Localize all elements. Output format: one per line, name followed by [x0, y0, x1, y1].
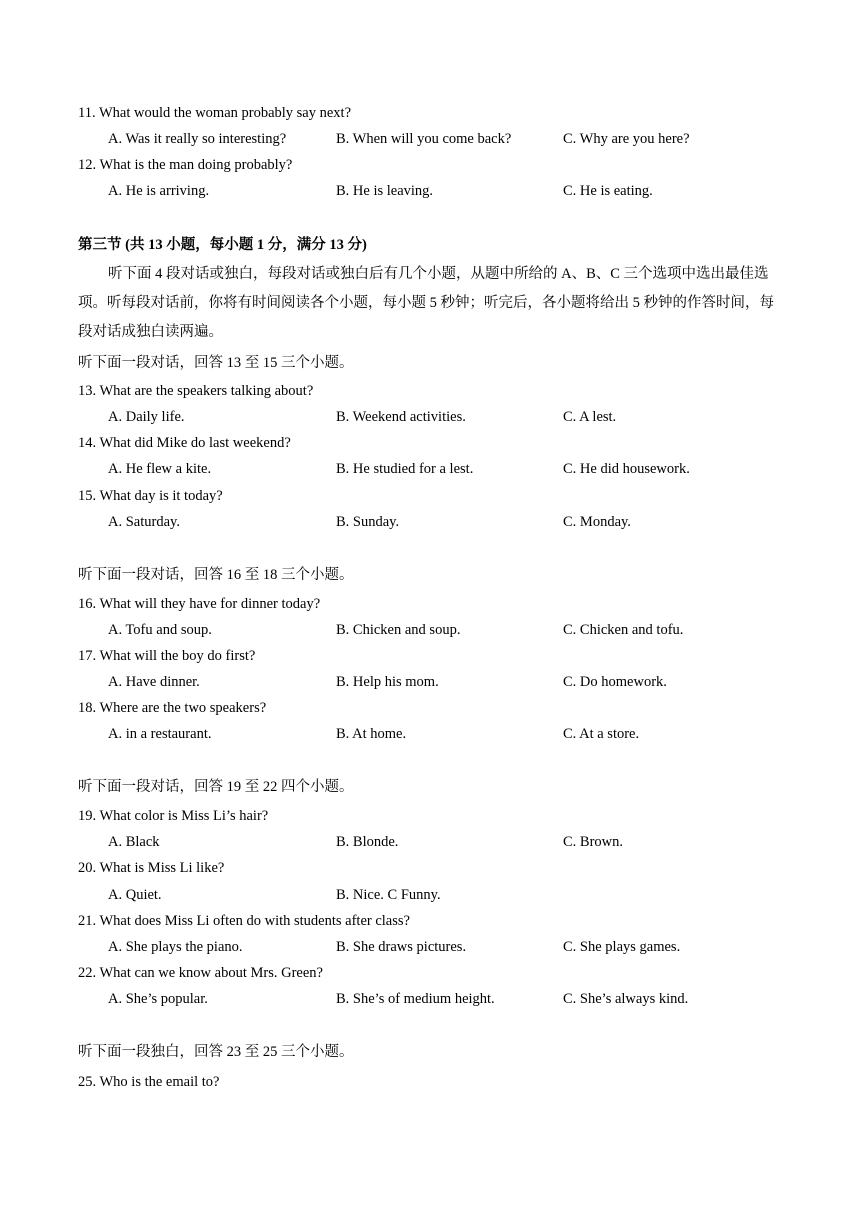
question-17: 17. What will the boy do first? [78, 648, 256, 664]
option-a: A. Black [108, 834, 160, 850]
option-a: A. Have dinner. [108, 674, 200, 690]
option-a: A. in a restaurant. [108, 726, 212, 742]
option-c: C. Monday. [563, 514, 631, 530]
question-19: 19. What color is Miss Li’s hair? [78, 808, 269, 824]
option-a: A. Tofu and soup. [108, 622, 212, 638]
option-b: B. Blonde. [336, 834, 399, 850]
option-c: C. At a store. [563, 726, 640, 742]
option-b: B. He is leaving. [336, 183, 434, 199]
option-c: C. Do homework. [563, 674, 667, 690]
option-b: B. Help his mom. [336, 674, 439, 690]
option-c: C. A lest. [563, 409, 617, 425]
option-b: B. She draws pictures. [336, 939, 467, 955]
question-14: 14. What did Mike do last weekend? [78, 435, 291, 451]
option-b: B. When will you come back? [336, 131, 512, 147]
question-22: 22. What can we know about Mrs. Green? [78, 965, 323, 981]
option-c: C. She’s always kind. [563, 991, 689, 1007]
question-21: 21. What does Miss Li often do with students after class? [78, 913, 410, 929]
option-a: A. Was it really so interesting? [108, 131, 287, 147]
option-c: C. Chicken and tofu. [563, 622, 684, 638]
option-a: A. She plays the piano. [108, 939, 243, 955]
option-c: C. Why are you here? [563, 131, 690, 147]
option-b: B. Sunday. [336, 514, 400, 530]
option-a: A. Daily life. [108, 409, 185, 425]
option-a: A. He flew a kite. [108, 461, 212, 477]
group-lead: 听下面一段独白，回答 23 至 25 三个小题。 [78, 1044, 354, 1060]
option-b: B. Chicken and soup. [336, 622, 461, 638]
group-lead: 听下面一段对话，回答 19 至 22 四个小题。 [78, 779, 354, 795]
option-b: B. She’s of medium height. [336, 991, 495, 1007]
option-b: B. At home. [336, 726, 407, 742]
question-11: 11. What would the woman probably say next? [78, 105, 352, 121]
group-lead: 听下面一段对话，回答 16 至 18 三个小题。 [78, 567, 354, 583]
option-a: A. She’s popular. [108, 991, 208, 1007]
question-12: 12. What is the man doing probably? [78, 157, 293, 173]
option-b: B. Weekend activities. [336, 409, 466, 425]
group-lead: 听下面一段对话，回答 13 至 15 三个小题。 [78, 355, 354, 371]
question-20: 20. What is Miss Li like? [78, 860, 225, 876]
option-a: A. He is arriving. [108, 183, 210, 199]
option-a: A. Saturday. [108, 514, 180, 530]
option-c: C. She plays games. [563, 939, 681, 955]
option-b: B. He studied for a lest. [336, 461, 474, 477]
question-25: 25. Who is the email to? [78, 1074, 220, 1090]
option-c: C. He is eating. [563, 183, 653, 199]
question-18: 18. Where are the two speakers? [78, 700, 267, 716]
question-13: 13. What are the speakers talking about? [78, 383, 314, 399]
option-c: C. He did housework. [563, 461, 690, 477]
section-title: 第三节 (共 13 小题，每小题 1 分，满分 13 分) [78, 237, 367, 253]
option-c: C. Brown. [563, 834, 624, 850]
section-instructions: 听下面 4 段对话或独白，每段对话或独白后有几个小题，从题中所给的 A、B、C 三个选项中选出最佳选项。听每段对话前，你将有时间阅读各个小题，每小题 5 秒钟；听完后，各小题将给出 5 秒钟的作答时间，每段对话成独白读两遍。 [78, 266, 774, 340]
option-b: B. Nice. C Funny. [336, 887, 441, 903]
question-16: 16. What will they have for dinner today? [78, 596, 321, 612]
question-15: 15. What day is it today? [78, 488, 223, 504]
option-a: A. Quiet. [108, 887, 162, 903]
